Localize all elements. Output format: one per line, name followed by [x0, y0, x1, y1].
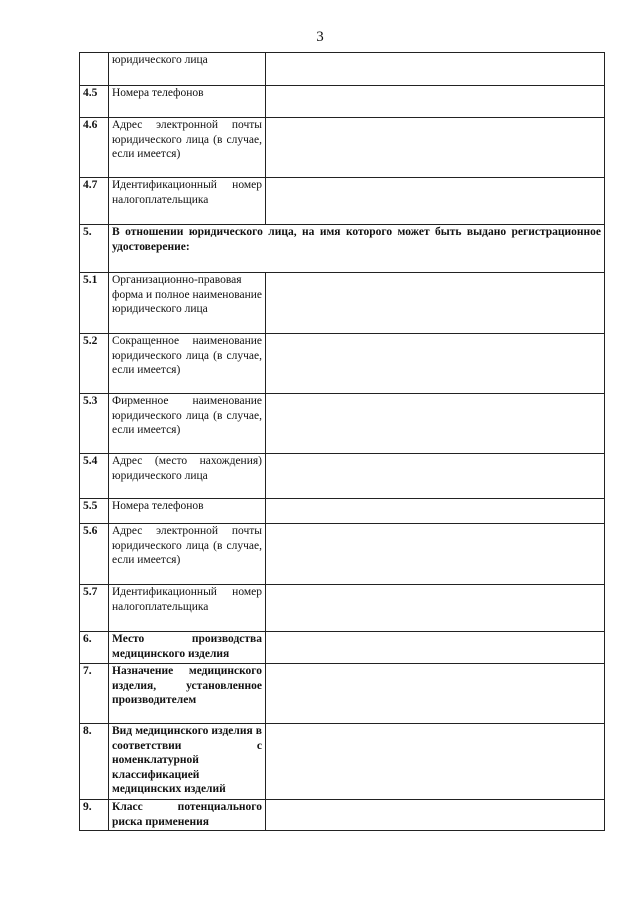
table-row — [80, 334, 605, 394]
row-label: Фирменное наименование юридического лица (в случае, если имеется) — [109, 394, 266, 454]
table-row — [80, 524, 605, 585]
table-row — [80, 118, 605, 178]
row-value-field[interactable] — [266, 178, 605, 225]
row-label: Место производства медицинского изделия — [109, 632, 266, 664]
table-row — [80, 632, 605, 664]
section-heading: В отношении юридического лица, на имя которого может быть выдано регистрационное удостоверение: — [109, 225, 605, 273]
table-row — [80, 273, 605, 334]
table-row — [80, 86, 605, 118]
table-row — [80, 178, 605, 225]
row-number: 9. — [80, 800, 109, 831]
row-label: Сокращенное наименование юридического лица (в случае, если имеется) — [109, 334, 266, 394]
row-number — [80, 53, 109, 86]
row-number: 7. — [80, 664, 109, 724]
row-label: Идентификационный номер налогоплательщика — [109, 178, 266, 225]
row-value-field[interactable] — [266, 118, 605, 178]
table-row-section — [80, 225, 605, 273]
row-label: Назначение медицинского изделия, установленное производителем — [109, 664, 266, 724]
row-number: 6. — [80, 632, 109, 664]
row-value-field[interactable] — [266, 632, 605, 664]
row-number: 5.6 — [80, 524, 109, 585]
row-label: Вид медицинского изделия в соответствии с номенклатурной классификацией медицинских изделий — [109, 724, 266, 800]
row-value-field[interactable] — [266, 800, 605, 831]
row-label: Адрес электронной почты юридического лица (в случае, если имеется) — [109, 118, 266, 178]
section-number: 5. — [80, 225, 109, 273]
table-row — [80, 394, 605, 454]
form-table-body — [80, 53, 605, 831]
row-value-field[interactable] — [266, 454, 605, 499]
table-row — [80, 724, 605, 800]
row-label: Адрес (место нахождения) юридического лица — [109, 454, 266, 499]
row-number: 4.5 — [80, 86, 109, 118]
row-label: Класс потенциального риска применения — [109, 800, 266, 831]
table-row — [80, 454, 605, 499]
application-form-table — [79, 52, 605, 831]
row-value-field[interactable] — [266, 585, 605, 632]
row-value-field[interactable] — [266, 334, 605, 394]
row-value-field[interactable] — [266, 524, 605, 585]
table-row — [80, 664, 605, 724]
row-label: Номера телефонов — [109, 499, 266, 524]
row-label: Идентификационный номер налогоплательщика — [109, 585, 266, 632]
row-value-field[interactable] — [266, 273, 605, 334]
row-value-field[interactable] — [266, 86, 605, 118]
row-number: 5.5 — [80, 499, 109, 524]
row-label: Адрес электронной почты юридического лица (в случае, если имеется) — [109, 524, 266, 585]
page-number: 3 — [316, 29, 324, 45]
row-number: 4.7 — [80, 178, 109, 225]
row-number: 5.2 — [80, 334, 109, 394]
row-value-field[interactable] — [266, 664, 605, 724]
row-number: 5.3 — [80, 394, 109, 454]
table-row — [80, 800, 605, 831]
row-number: 8. — [80, 724, 109, 800]
row-value-field[interactable] — [266, 394, 605, 454]
table-row — [80, 585, 605, 632]
row-label: Организационно-правовая форма и полное наименование юридического лица — [109, 273, 266, 334]
row-number: 5.1 — [80, 273, 109, 334]
row-number: 4.6 — [80, 118, 109, 178]
row-value-field[interactable] — [266, 499, 605, 524]
table-row — [80, 499, 605, 524]
row-number: 5.4 — [80, 454, 109, 499]
row-value-field[interactable] — [266, 724, 605, 800]
row-label: юридического лица — [109, 53, 266, 86]
row-label: Номера телефонов — [109, 86, 266, 118]
row-number: 5.7 — [80, 585, 109, 632]
table-row — [80, 53, 605, 86]
row-value-field[interactable] — [266, 53, 605, 86]
